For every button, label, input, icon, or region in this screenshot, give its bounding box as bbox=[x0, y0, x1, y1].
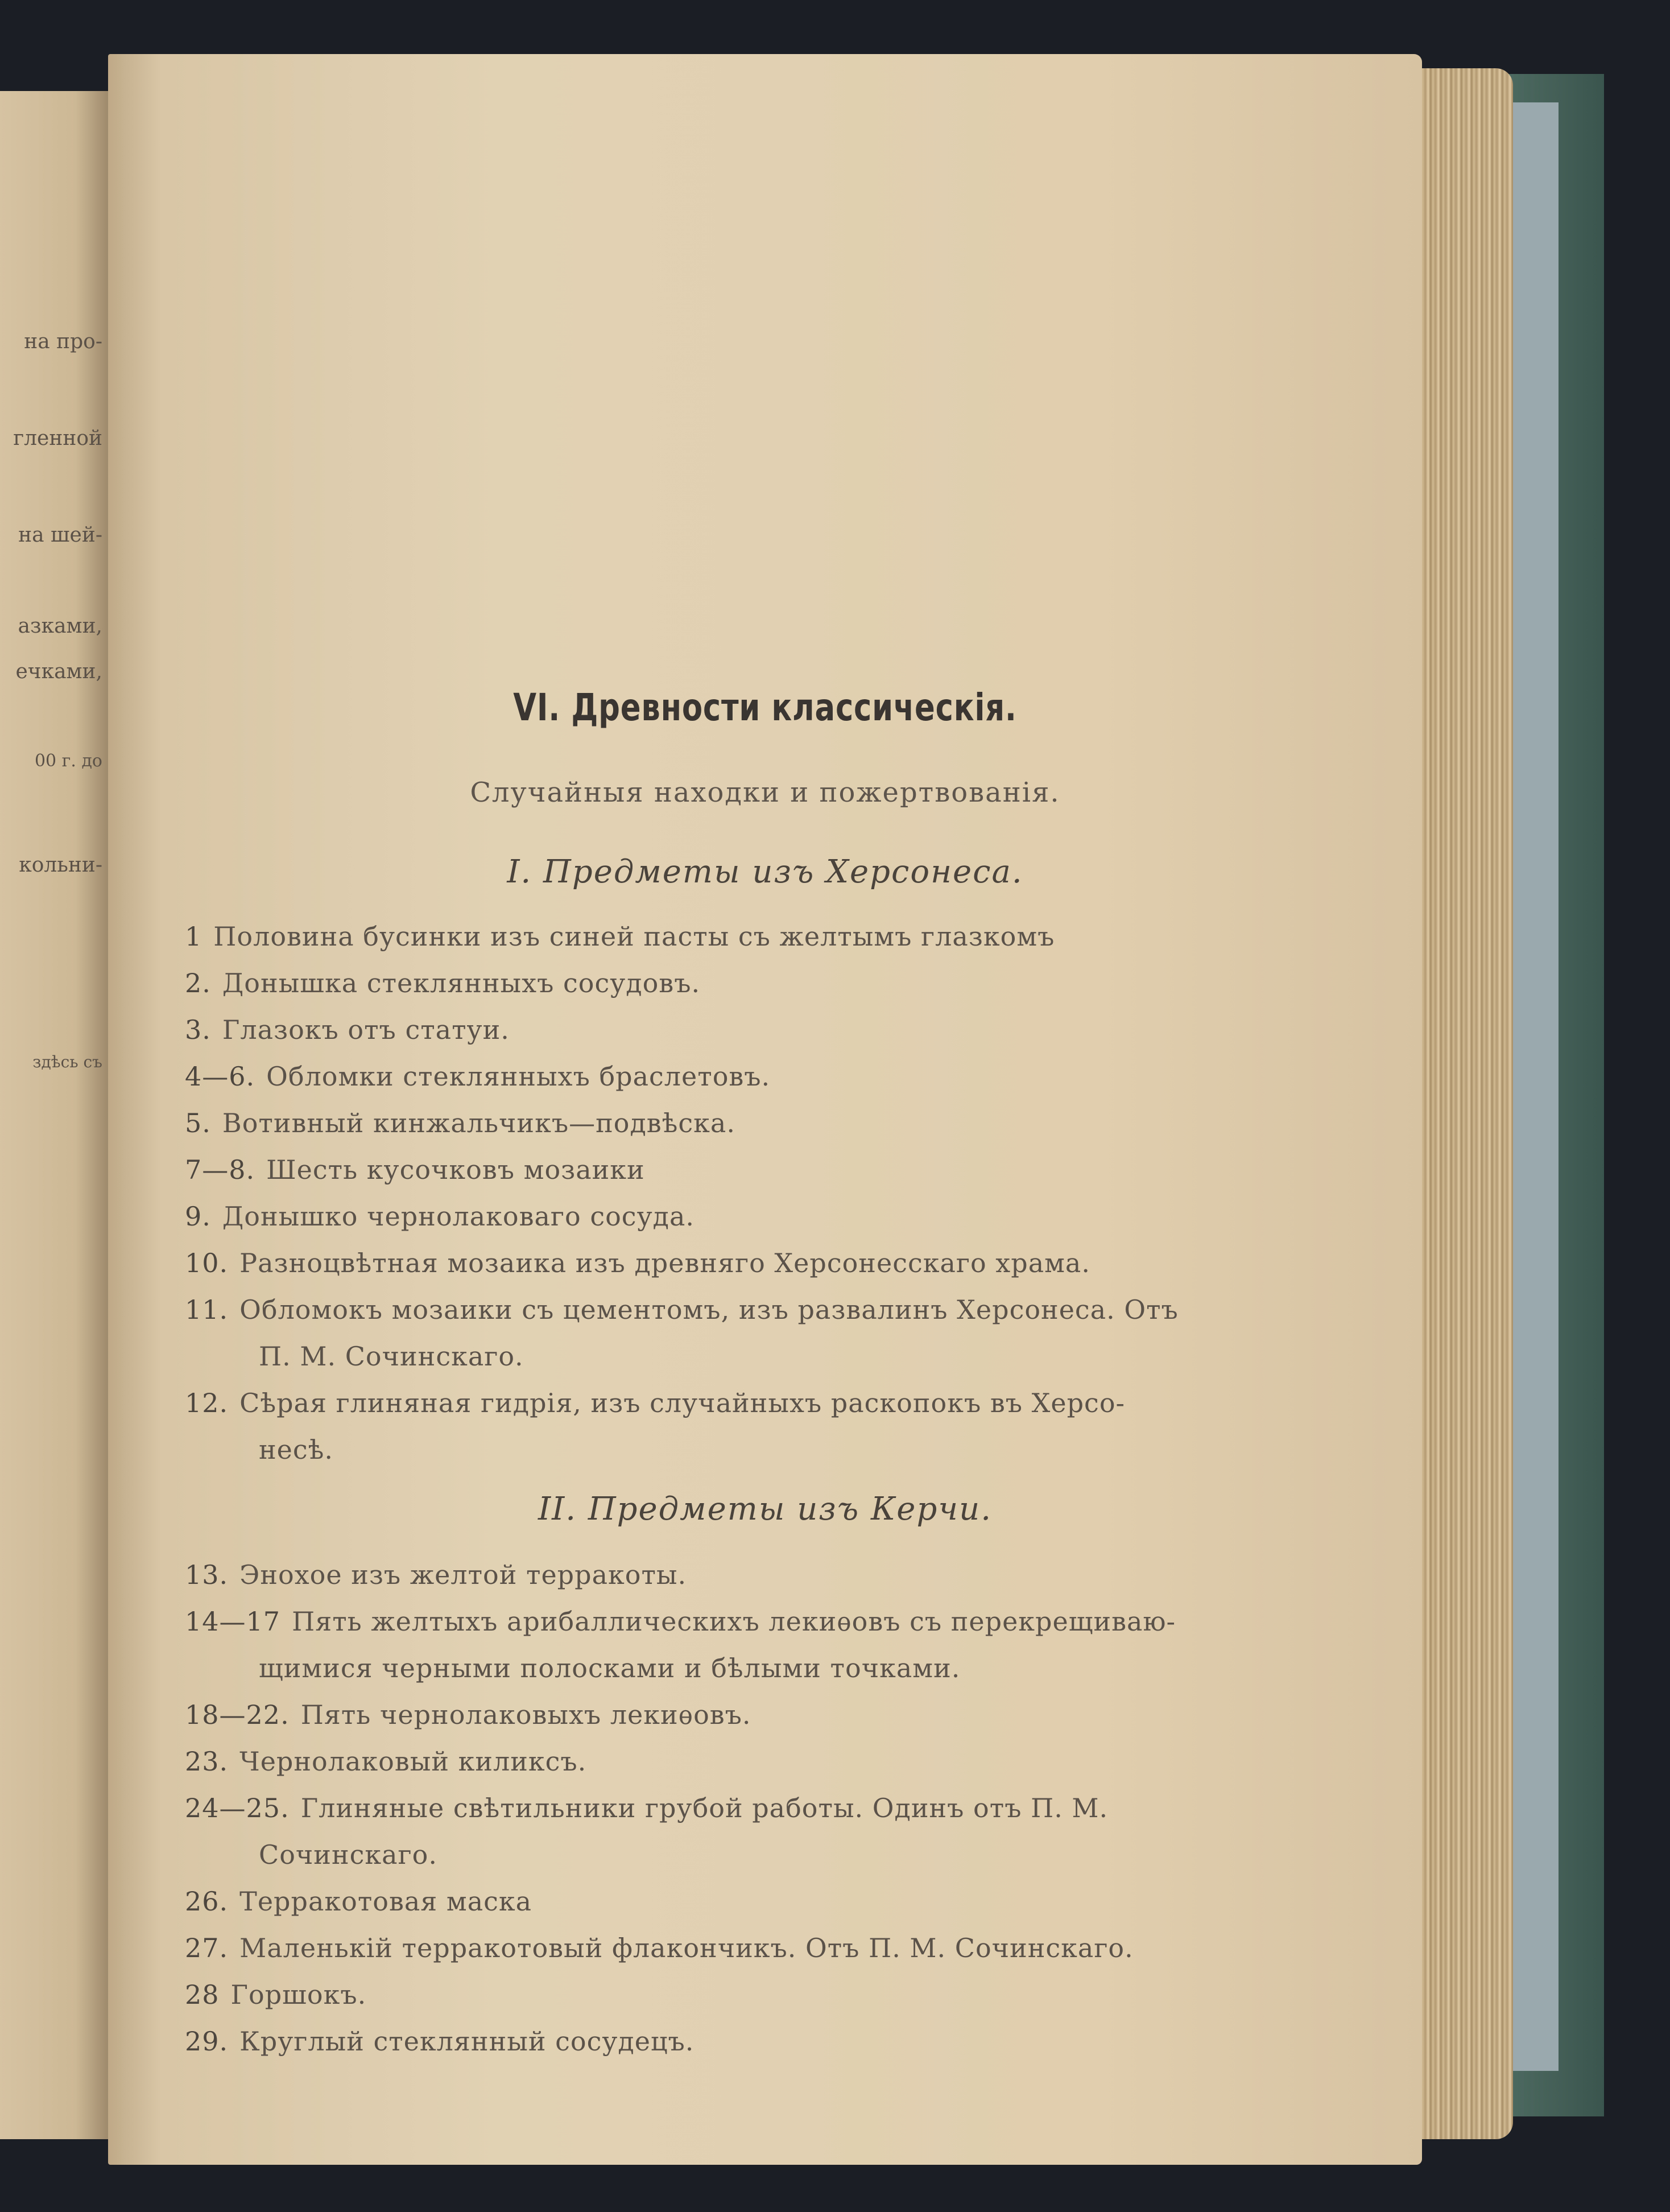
item-text: Маленькій терракотовый флакончикъ. Отъ П. М. Сочинскаго. bbox=[239, 1933, 1134, 1963]
item-text: Донышко чернолаковаго сосуда. bbox=[222, 1201, 695, 1232]
list-item bbox=[185, 1240, 1345, 1286]
item-text: Чернолаковый киликсъ. bbox=[239, 1746, 587, 1777]
list-item bbox=[185, 1380, 1345, 1473]
list-item bbox=[185, 1053, 1345, 1100]
item-number: 12. bbox=[185, 1388, 229, 1418]
item-text: Глиняные свѣтильники грубой работы. Одинъ отъ П. М. bbox=[300, 1793, 1109, 1823]
item-number: 28 bbox=[185, 1979, 220, 2010]
item-number: 24—25. bbox=[185, 1793, 290, 1823]
chapter-subtitle: Случайныя находки и пожертвованія. bbox=[470, 777, 1060, 808]
left-page-line: азками, bbox=[18, 614, 102, 638]
list-item bbox=[185, 1551, 1345, 1598]
item-text: Пять желтыхъ арибаллическихъ лекиѳовъ съ перекрещиваю- bbox=[292, 1606, 1176, 1637]
item-number: 29. bbox=[185, 2026, 229, 2057]
left-page-line: кольни- bbox=[19, 853, 102, 877]
item-text: Половина бусинки изъ синей пасты съ желтымъ глазкомъ bbox=[213, 921, 1055, 952]
left-page-line: 00 г. до bbox=[34, 751, 102, 771]
item-number: 4—6. bbox=[185, 1061, 255, 1092]
item-number: 26. bbox=[185, 1886, 229, 1917]
item-number: 27. bbox=[185, 1933, 229, 1963]
item-number: 2. bbox=[185, 968, 211, 998]
item-text: Разноцвѣтная мозаика изъ древняго Херсонесскаго храма. bbox=[239, 1248, 1090, 1278]
item-number: 3. bbox=[185, 1014, 211, 1045]
item-number: 10. bbox=[185, 1248, 229, 1278]
item-text-continued: несѣ. bbox=[259, 1434, 334, 1465]
list-item bbox=[185, 1286, 1345, 1380]
left-page-line: здѣсь съ bbox=[32, 1053, 102, 1071]
item-number: 23. bbox=[185, 1746, 229, 1777]
list-item bbox=[185, 960, 1345, 1006]
item-text: Терракотовая маска bbox=[239, 1886, 532, 1917]
item-number: 5. bbox=[185, 1108, 211, 1138]
item-text: Круглый стеклянный сосудецъ. bbox=[239, 2026, 695, 2057]
item-text: Обломокъ мозаики съ цементомъ, изъ развалинъ Херсонеса. Отъ bbox=[239, 1294, 1179, 1325]
left-page-line: гленной bbox=[13, 427, 102, 450]
item-text: Донышка стеклянныхъ сосудовъ. bbox=[222, 968, 701, 998]
item-text: Глазокъ отъ статуи. bbox=[222, 1014, 510, 1045]
main-page bbox=[108, 54, 1422, 2165]
item-number: 9. bbox=[185, 1201, 211, 1232]
left-page-line: ечками, bbox=[15, 660, 102, 683]
item-number: 14—17 bbox=[185, 1606, 281, 1637]
item-text: Вотивный кинжальчикъ—подвѣска. bbox=[222, 1108, 735, 1138]
item-number: 11. bbox=[185, 1294, 229, 1325]
list-item bbox=[185, 1971, 1345, 2018]
list-item bbox=[185, 1738, 1345, 1785]
item-text: Сѣрая глиняная гидрія, изъ случайныхъ раскопокъ въ Херсо- bbox=[239, 1388, 1126, 1418]
list-item bbox=[185, 913, 1345, 960]
left-facing-page bbox=[0, 91, 108, 2139]
item-text: Обломки стеклянныхъ браслетовъ. bbox=[266, 1061, 771, 1092]
item-text-continued: щимися черными полосками и бѣлыми точками. bbox=[259, 1653, 961, 1683]
list-item bbox=[185, 2018, 1345, 2065]
list-item bbox=[185, 1925, 1345, 1971]
item-text: Шесть кусочковъ мозаики bbox=[266, 1154, 645, 1185]
item-text: Энохое изъ желтой терракоты. bbox=[239, 1559, 687, 1590]
item-number: 7—8. bbox=[185, 1154, 255, 1185]
item-text: Горшокъ. bbox=[230, 1979, 367, 2010]
list-item bbox=[185, 1878, 1345, 1925]
list-item bbox=[185, 1193, 1345, 1240]
section-title: I. Предметы изъ Херсонеса. bbox=[507, 853, 1023, 890]
list-item bbox=[185, 1691, 1345, 1738]
item-text-continued: Сочинскаго. bbox=[259, 1839, 437, 1870]
item-text: Пять чернолаковыхъ лекиѳовъ. bbox=[300, 1699, 751, 1730]
list-item bbox=[185, 1146, 1345, 1193]
list-item bbox=[185, 1006, 1345, 1053]
item-number: 18—22. bbox=[185, 1699, 290, 1730]
list-item bbox=[185, 1785, 1345, 1878]
item-number: 1 bbox=[185, 921, 202, 952]
left-page-line: на шей- bbox=[18, 523, 102, 547]
list-item bbox=[185, 1100, 1345, 1146]
item-text-continued: П. М. Сочинскаго. bbox=[259, 1341, 524, 1372]
item-number: 13. bbox=[185, 1559, 229, 1590]
chapter-heading: VI. Древности классическія. bbox=[513, 686, 1017, 729]
section-title: II. Предметы изъ Керчи. bbox=[538, 1491, 992, 1528]
list-item bbox=[185, 1598, 1345, 1691]
left-page-line: на про- bbox=[24, 330, 102, 353]
